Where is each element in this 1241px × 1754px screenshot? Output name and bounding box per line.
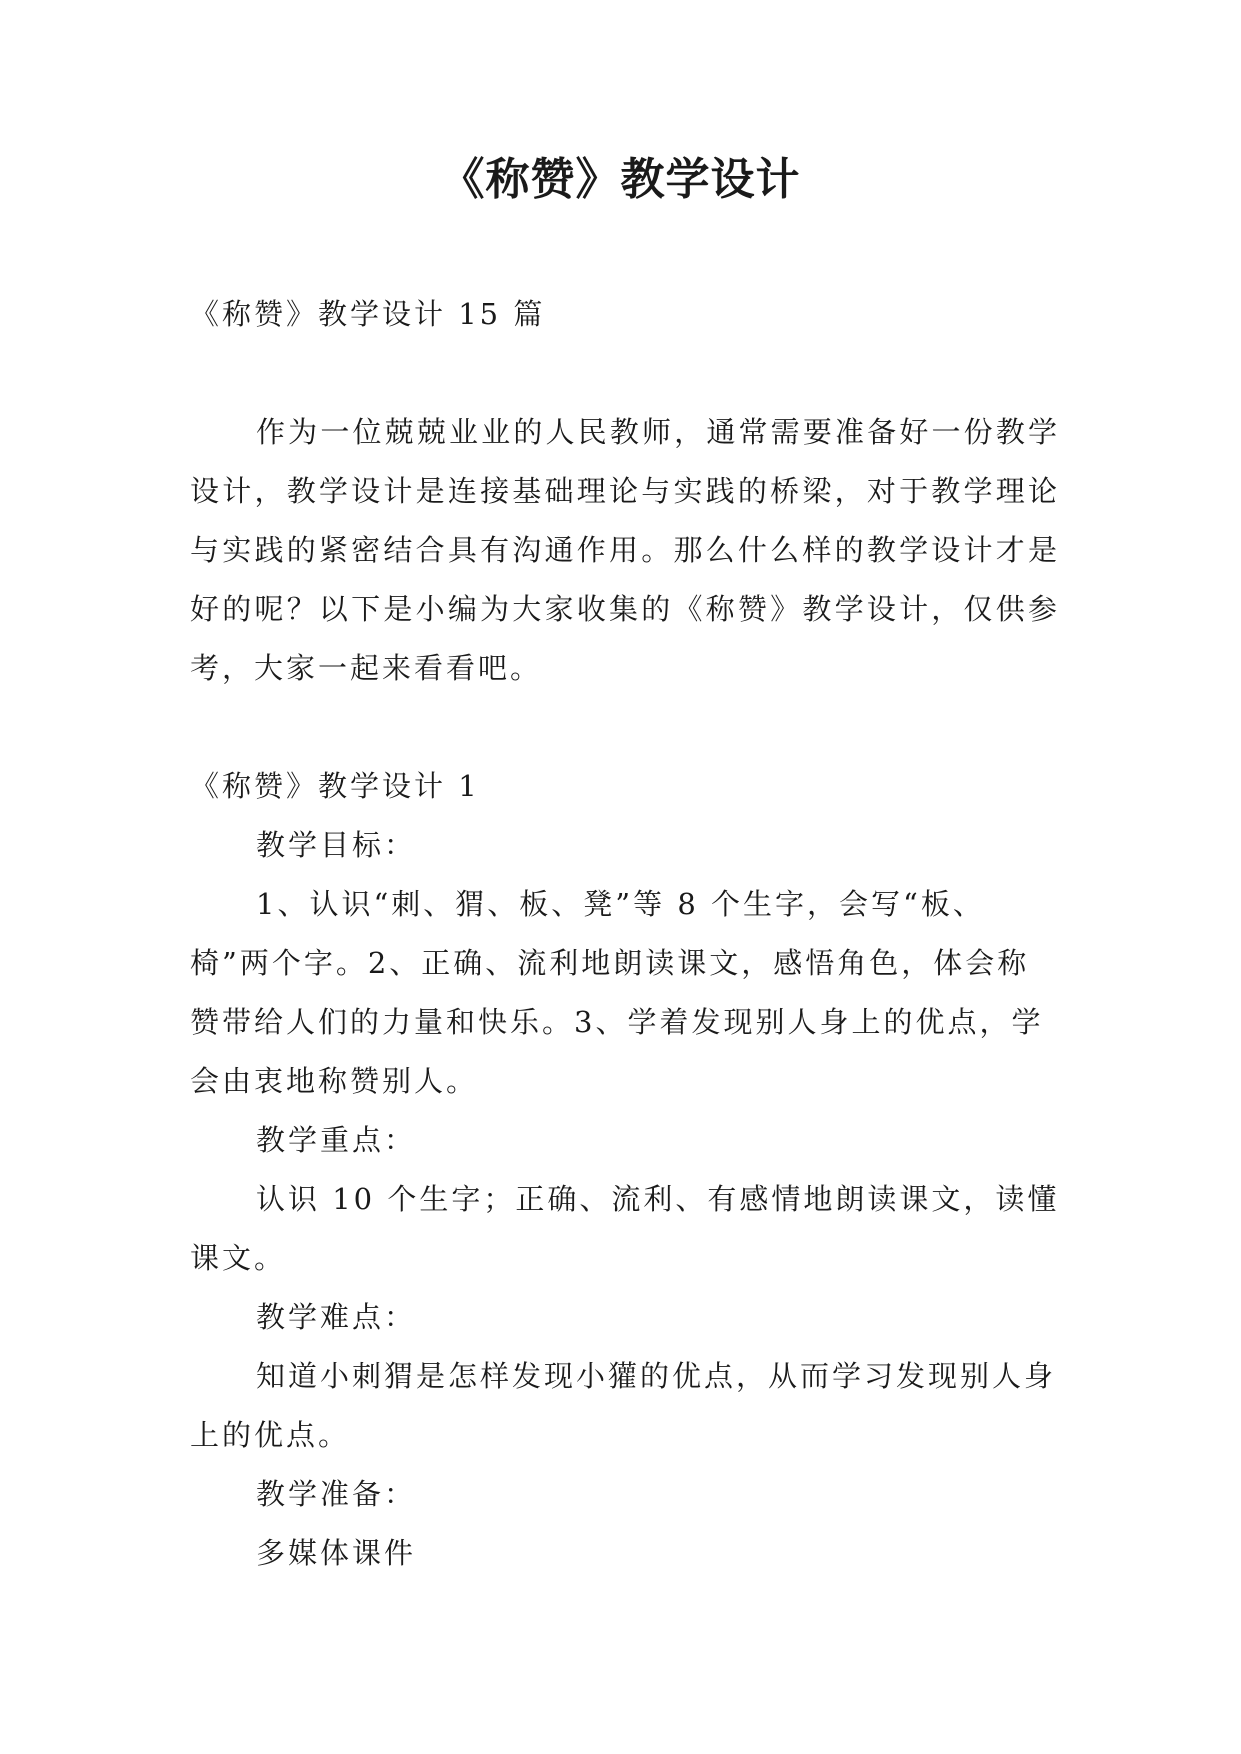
section-heading: 《称赞》教学设计 1 [190, 769, 480, 803]
difficulty-paragraph: 知道小刺猬是怎样发现小獾的优点，从而学习发现别人身上的优点。 [190, 1359, 1057, 1452]
prep-paragraph: 多媒体课件 [256, 1536, 417, 1570]
intro-paragraph: 作为一位兢兢业业的人民教师，通常需要准备好一份教学设计，教学设计是连接基础理论与实践的桥梁，对于教学理论与实践的紧密结合具有沟通作用。那么什么样的教学设计才是好的呢？以下是小编为大家收集的《称赞》教学设计，仅供参考，大家一起来看看吧。 [190, 415, 1060, 685]
document-title: 《称赞》教学设计 [440, 154, 801, 205]
goals-label: 教学目标： [256, 828, 417, 862]
focus-paragraph: 认识 10 个生字；正确、流利、有感情地朗读课文，读懂课文。 [190, 1182, 1060, 1275]
prep-label: 教学准备： [256, 1477, 417, 1511]
document-subtitle: 《称赞》教学设计 15 篇 [190, 297, 546, 331]
document-body [190, 285, 1060, 1583]
goals-paragraph: 1、认识“刺、猬、板、凳”等 8 个生字，会写“板、椅”两个字。2、正确、流利地朗读课文，感悟角色，体会称赞带给人们的力量和快乐。3、学着发现别人身上的优点，学会由衷地称赞别人。 [190, 887, 1044, 1098]
focus-label: 教学重点： [256, 1123, 417, 1157]
difficulty-label: 教学难点： [256, 1300, 417, 1334]
